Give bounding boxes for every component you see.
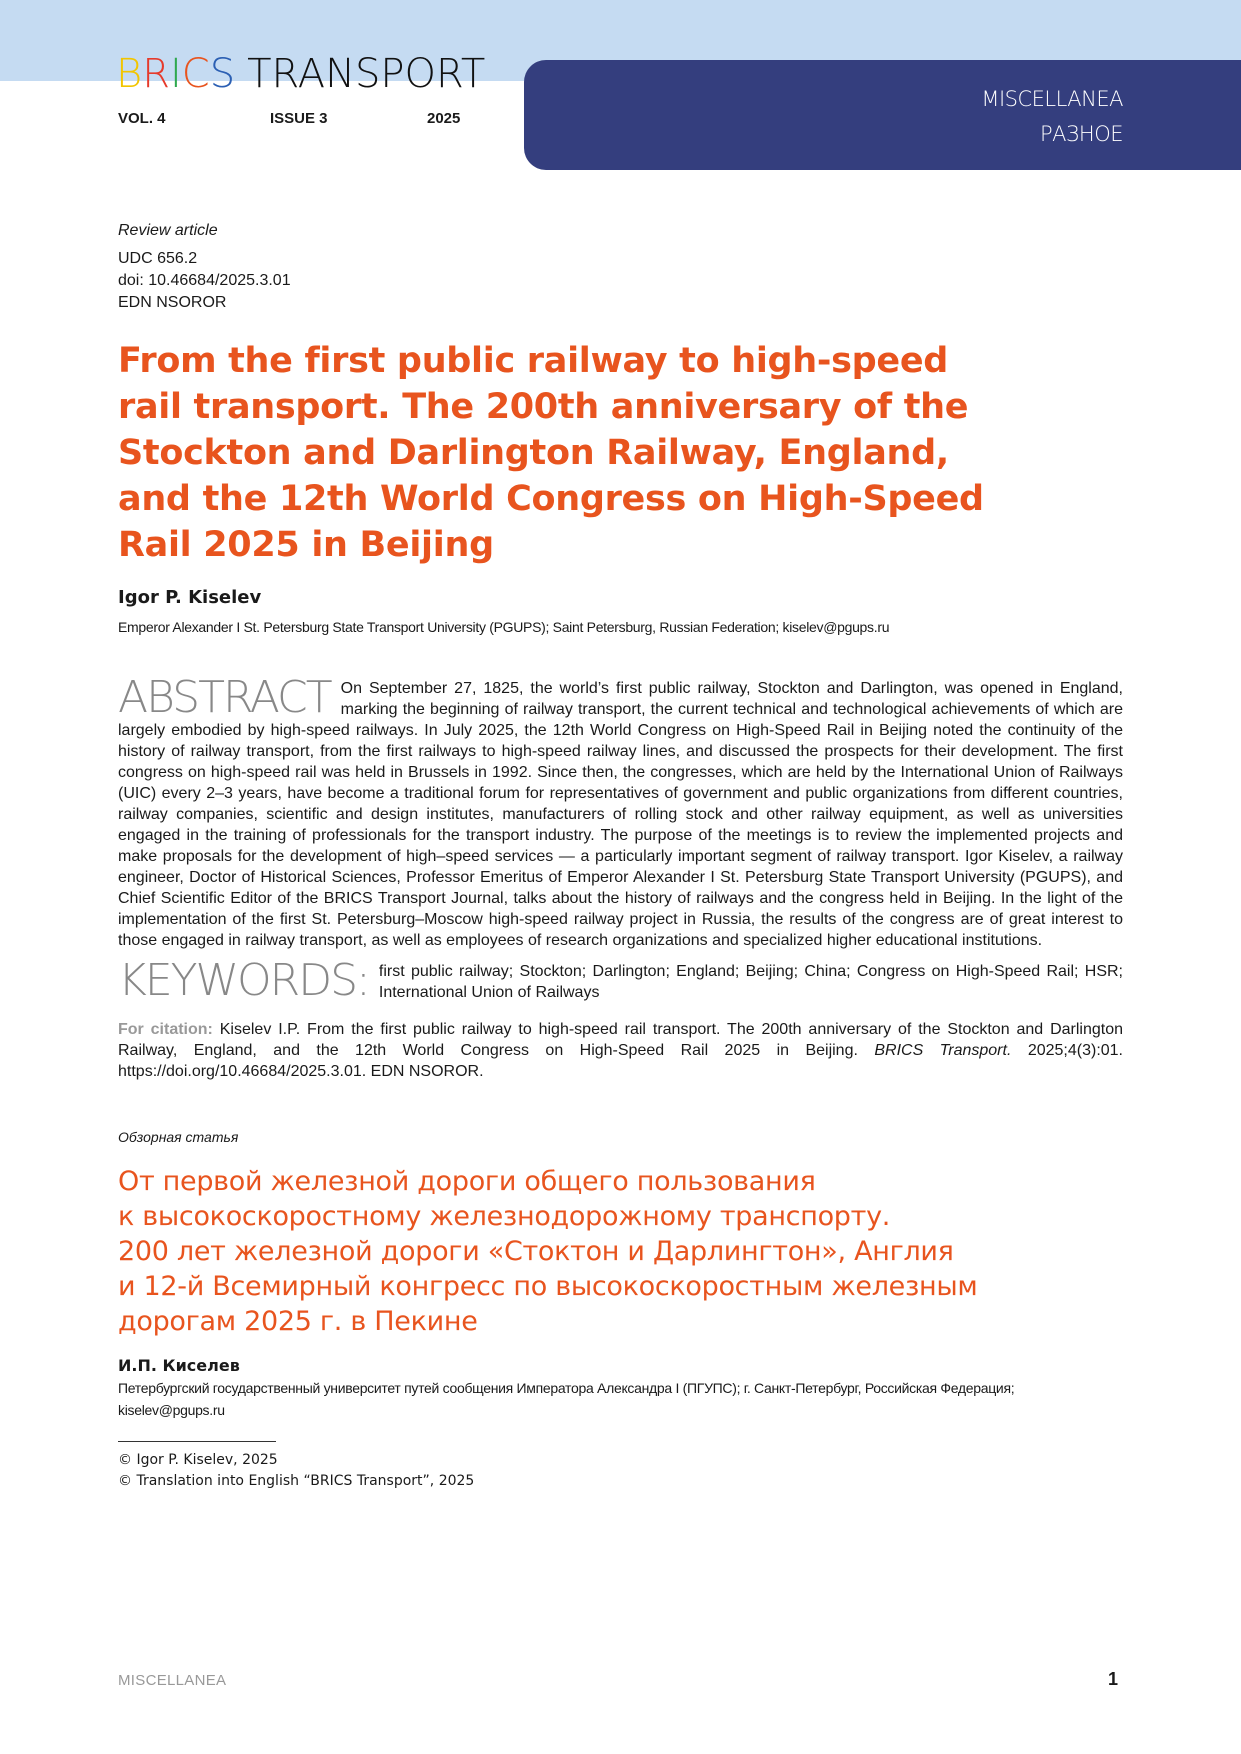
- volume: VOL. 4: [118, 110, 166, 127]
- keywords: KEYWORDS: first public railway; Stockton; Darlington; England; Beijing; China; Congress on High-Speed Rail; HSR; International Union of Railways: [118, 955, 1123, 1006]
- edn: EDN NSOROR: [118, 294, 227, 311]
- doi: doi: 10.46684/2025.3.01: [118, 272, 291, 289]
- author: Igor P. Kiselev: [118, 587, 262, 608]
- page-number: 1: [1108, 1669, 1119, 1689]
- russian-title: От первой железной дороги общего пользования к высокоскоростному железнодорожному транспорту. 200 лет железной дороги «Стоктон и Дарлингтон», Англия и 12-й Всемирный конгресс по высокоскоростным железным дорогам 2025 г. в Пекине: [118, 1166, 978, 1337]
- russian-article-type: Обзорная статья: [118, 1129, 239, 1145]
- journal-logo: BRICS TRANSPORT: [116, 51, 486, 97]
- citation: For citation: Kiselev I.P. From the first public railway to high-speed rail transport. The 200th anniversary of the Stockton and Darlington Railway, England, and the 12th World Congress on High-Speed Rail 2025 in Beijing. BRICS Transport. 2025;4(3):01. https://doi.org/10.46684/2025.3.01. EDN NSOROR.: [118, 1021, 1124, 1080]
- footnote-divider: [118, 1441, 276, 1442]
- russian-affiliation: Петербургский государственный университет путей сообщения Императора Александра I (ПГУПС); г. Санкт-Петербург, Российская Федерация; kiselev@pgups.ru: [118, 1380, 1015, 1418]
- footer-section: MISCELLANEA: [118, 1672, 227, 1689]
- article-body: [118, 220, 1123, 1492]
- abstract: ABSTRACT On September 27, 1825, the world’s first public railway, Stockton and Darlington, was opened in England, marking the beginning of railway transport, the current technical and technological achievements of which are largely embodied by high-speed railways. In July 2025, the 12th World Congress on High-Speed Rail in Beijing noted the continuity of the history of railway transport, from the first railways to high-speed railway lines, and discussed the prospects for their development. The first congress on high-speed rail was held in Brussels in 1992. Since then, the congresses, which are held by the International Union of Railways (UIC) every 2–3 years, have become a traditional forum for representatives of government and public organizations from different countries, railway companies, scientific and design institutes, manufacturers of rolling stock and other railway equipment, as well as universities engaged in the training of professionals for the transport industry. The purpose of the meetings is to review the implemented projects and make proposals for the development of high–speed services — a particularly important segment of railway transport. Igor Kiselev, a railway engineer, Doctor of Historical Sciences, Professor Emeritus of Emperor Alexander I St. Petersburg State Transport University (PGUPS), and Chief Scientific Editor of the BRICS Transport Journal, talks about the history of railways and the congress held in Beijing. In the light of the implementation of the first St. Petersburg–Moscow high-speed railway project in Russia, the results of the congress are of great interest to those engaged in railway transport, as well as employees of research organizations and specialized higher educational institutions.: [118, 672, 1123, 949]
- issue: ISSUE 3: [270, 110, 328, 127]
- russian-author: И.П. Киселев: [118, 1356, 240, 1375]
- article-type: Review article: [118, 222, 218, 239]
- year: 2025: [427, 110, 461, 127]
- udc: UDC 656.2: [118, 250, 198, 267]
- footnotes: © Igor P. Kiselev, 2025 © Translation into English “BRICS Transport”, 2025: [118, 1452, 475, 1489]
- article-title: From the first public railway to high-speed rail transport. The 200th anniversary of the Stockton and Darlington Railway, England, and the 12th World Congress on High-Speed Rail 2025 in Beijing: [118, 341, 984, 565]
- affiliation: Emperor Alexander I St. Petersburg State Transport University (PGUPS); Saint Petersburg, Russian Federation; kiselev@pgups.ru: [118, 619, 890, 635]
- rubric-banner: MISCELLANEA РАЗНОЕ: [524, 60, 1241, 170]
